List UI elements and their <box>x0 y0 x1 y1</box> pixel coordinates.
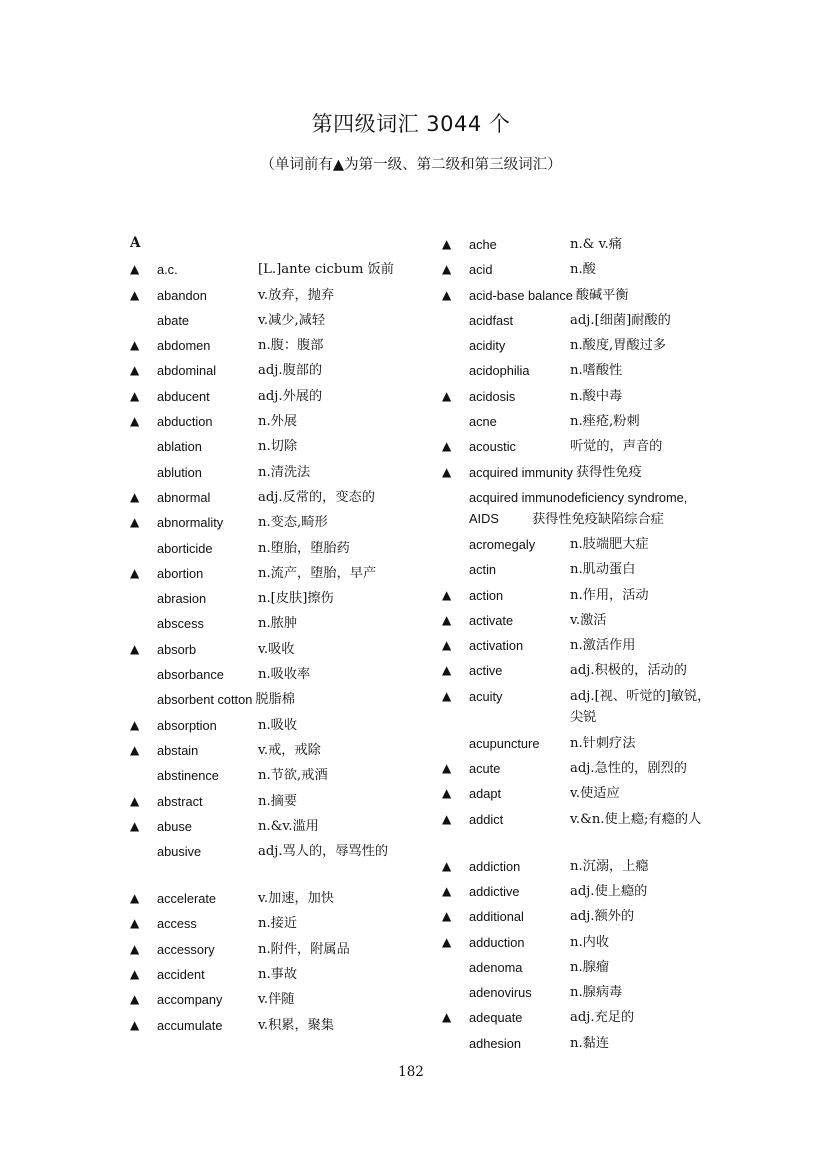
vocab-definition: n.肌动蛋白 <box>570 562 636 578</box>
vocab-definition: n.腹：腹部 <box>258 338 324 354</box>
vocab-entry <box>442 686 722 733</box>
vocab-entry <box>442 310 722 335</box>
vocab-definition: v.吸收 <box>258 641 295 657</box>
vocab-entry <box>442 982 722 1007</box>
vocab-word: activation <box>469 638 524 654</box>
vocab-word: adenoma <box>469 959 523 975</box>
vocab-definition: 酸碱平衡 <box>575 287 629 303</box>
vocab-definition: adj.[细菌]耐酸的 <box>570 312 671 328</box>
vocab-definition: n.酸度,胃酸过多 <box>570 338 667 354</box>
vocab-word: action <box>469 587 504 603</box>
vocab-word: abscess <box>157 616 204 632</box>
vocab-entry <box>130 538 410 563</box>
level-marker-icon: ▲ <box>442 858 452 873</box>
vocab-definition: n.附件，附属品 <box>258 941 350 957</box>
vocab-word: activate <box>469 612 514 628</box>
vocab-definition: adj.积极的，活动的 <box>570 663 687 679</box>
vocab-entry <box>130 335 410 360</box>
level-marker-icon: ▲ <box>442 262 452 277</box>
vocab-definition: n.针刺疗法 <box>570 735 636 751</box>
vocab-definition: n.吸收 <box>258 717 298 733</box>
level-marker-icon: ▲ <box>442 464 452 479</box>
vocab-word: accelerate <box>157 891 217 907</box>
level-marker-icon: ▲ <box>130 717 140 732</box>
level-marker-icon: ▲ <box>130 641 140 656</box>
vocab-entry <box>130 888 410 913</box>
vocab-entry <box>442 436 722 461</box>
vocab-word: acute <box>469 761 501 777</box>
level-marker-icon: ▲ <box>130 287 140 302</box>
vocab-word: ablation <box>157 439 202 455</box>
vocab-definition: n.&v.滥用 <box>258 818 319 834</box>
vocab-definition: adj.骂人的，辱骂性的 <box>258 844 389 860</box>
vocab-word: adduction <box>469 934 525 950</box>
vocab-definition: n.作用，活动 <box>570 587 649 603</box>
vocab-word: abate <box>157 312 190 328</box>
vocab-definition: n.& v.痛 <box>570 237 622 252</box>
vocab-entry <box>442 234 722 259</box>
vocab-entry <box>442 758 722 783</box>
vocab-entry <box>130 841 410 888</box>
vocab-entry <box>442 881 722 906</box>
vocab-entry <box>130 989 410 1014</box>
level-marker-icon: ▲ <box>130 338 140 353</box>
level-marker-icon: ▲ <box>130 565 140 580</box>
vocab-word: addict <box>469 811 504 827</box>
vocab-definition: v.伴随 <box>258 992 295 1008</box>
vocab-word: abducent <box>157 388 210 404</box>
vocab-entry <box>442 360 722 385</box>
vocab-definition: 脱脂棉 <box>255 692 295 708</box>
vocab-definition: n.腺病毒 <box>570 985 623 1001</box>
vocab-word: acne <box>469 414 497 430</box>
vocab-definition: v.使适应 <box>570 786 620 802</box>
vocab-definition-line <box>469 508 722 531</box>
level-marker-icon: ▲ <box>130 489 140 504</box>
vocab-entry <box>442 635 722 660</box>
vocab-definition: n.流产，堕胎，早产 <box>258 565 377 581</box>
vocab-word: abuse <box>157 818 192 834</box>
vocab-definition: n.嗜酸性 <box>570 363 623 379</box>
vocab-definition: n.摘要 <box>258 793 298 809</box>
vocab-entry <box>442 259 722 284</box>
vocab-definition: adj.充足的 <box>570 1010 635 1026</box>
vocab-definition: n.黏连 <box>570 1035 610 1051</box>
level-marker-icon: ▲ <box>442 1010 452 1025</box>
vocab-definition: 听觉的，声音的 <box>570 439 663 455</box>
level-marker-icon: ▲ <box>130 388 140 403</box>
vocab-definition: n.变态,畸形 <box>258 515 328 531</box>
vocab-definition: n.吸收率 <box>258 667 311 683</box>
level-marker-icon: ▲ <box>442 883 452 898</box>
vocab-word: accumulate <box>157 1017 223 1033</box>
vocab-definition: adj.腹部的 <box>258 363 323 379</box>
vocab-definition: n.腺瘤 <box>570 959 610 975</box>
vocab-word: ablution <box>157 464 202 480</box>
level-marker-icon: ▲ <box>130 941 140 956</box>
vocab-entry <box>130 689 410 714</box>
vocab-entry <box>130 386 410 411</box>
vocab-entry <box>130 1015 410 1040</box>
level-marker-icon: ▲ <box>442 761 452 776</box>
vocab-word: a.c. <box>157 262 178 278</box>
vocab-definition: v.&n.使上瘾;有瘾的人 <box>570 811 702 827</box>
vocab-entry <box>442 1033 722 1058</box>
level-marker-icon: ▲ <box>130 1017 140 1032</box>
vocab-word: adhesion <box>469 1035 521 1051</box>
vocab-definition: adj.反常的，变态的 <box>258 489 375 505</box>
vocab-word: actin <box>469 562 497 578</box>
vocab-word: addiction <box>469 858 521 874</box>
vocab-word: acuity <box>469 688 503 704</box>
vocab-definition: n.痤疮,粉刺 <box>570 414 640 430</box>
vocab-word: abduction <box>157 414 213 430</box>
vocab-word: aborticide <box>157 540 213 556</box>
level-marker-icon: ▲ <box>442 587 452 602</box>
level-marker-icon: ▲ <box>442 439 452 454</box>
vocab-word: abstain <box>157 742 199 758</box>
vocab-entry <box>130 563 410 588</box>
vocab-definition: adj.急性的，剧烈的 <box>570 761 687 777</box>
level-marker-icon: ▲ <box>130 818 140 833</box>
vocab-word: active <box>469 663 503 679</box>
vocab-entry <box>130 259 410 284</box>
vocab-entry <box>130 411 410 436</box>
vocab-entry <box>130 487 410 512</box>
vocab-word: acidophilia <box>469 363 530 379</box>
vocab-entry <box>442 487 722 534</box>
vocab-word: acidity <box>469 338 506 354</box>
level-marker-icon: ▲ <box>442 934 452 949</box>
vocab-entry <box>130 436 410 461</box>
vocab-definition: adj.[视、听觉的]敏锐，尖锐 <box>570 688 711 726</box>
level-marker-icon: ▲ <box>130 992 140 1007</box>
page-number: 182 <box>398 1064 424 1080</box>
vocab-entry <box>130 462 410 487</box>
vocab-word: additional <box>469 909 524 925</box>
vocab-word: abandon <box>157 287 207 303</box>
vocab-word: absorb <box>157 641 197 657</box>
vocab-entry <box>442 335 722 360</box>
vocab-word: accompany <box>157 992 223 1008</box>
level-marker-icon: ▲ <box>442 663 452 678</box>
vocab-entry <box>442 906 722 931</box>
vocab-definition: v.减少,减轻 <box>258 312 326 328</box>
vocab-word: accessory <box>157 941 215 957</box>
vocab-word: adenovirus <box>469 985 532 1001</box>
vocab-entry <box>130 740 410 765</box>
vocab-word: acquired immunodeficiency syndrome, <box>469 489 688 505</box>
vocab-entry <box>130 715 410 740</box>
vocab-word: addictive <box>469 883 520 899</box>
vocab-definition: n.激活作用 <box>570 638 636 654</box>
vocab-word: acupuncture <box>469 735 540 751</box>
vocab-word: absorbance <box>157 667 224 683</box>
vocab-entry <box>442 932 722 957</box>
vocab-word: ache <box>469 237 497 252</box>
vocab-entry <box>442 856 722 881</box>
section-letter: A <box>130 235 141 251</box>
left-column <box>130 234 410 1040</box>
vocab-definition: [L.]ante cicbum 饭前 <box>258 262 394 278</box>
vocab-entry <box>130 964 410 989</box>
level-marker-icon: ▲ <box>442 237 452 251</box>
level-marker-icon: ▲ <box>130 793 140 808</box>
vocab-definition: adj.使上瘾的 <box>570 883 648 899</box>
vocab-word: acromegaly <box>469 536 536 552</box>
vocab-word: abdominal <box>157 363 217 379</box>
level-marker-icon: ▲ <box>442 811 452 826</box>
vocab-definition: n.酸中毒 <box>570 388 623 404</box>
vocab-word: acidosis <box>469 388 516 404</box>
vocab-word: acid <box>469 262 493 278</box>
vocab-word: abnormality <box>157 515 224 531</box>
vocab-entry <box>130 939 410 964</box>
vocab-entry <box>130 791 410 816</box>
vocab-abbreviation: AIDS <box>469 511 499 527</box>
vocab-definition: v.戒，戒除 <box>258 742 321 758</box>
vocab-definition: n.外展 <box>258 414 298 430</box>
vocab-word: accident <box>157 967 205 983</box>
vocab-entry <box>130 664 410 689</box>
vocab-word: abdomen <box>157 338 211 354</box>
level-marker-icon: ▲ <box>442 688 452 703</box>
vocab-word: abstinence <box>157 768 219 784</box>
vocab-entry <box>442 462 722 487</box>
vocab-word: abrasion <box>157 591 207 607</box>
vocab-entry <box>130 913 410 938</box>
vocab-definition: n.酸 <box>570 262 596 278</box>
vocab-entry <box>442 386 722 411</box>
vocab-entry <box>442 957 722 982</box>
level-marker-icon: ▲ <box>442 786 452 801</box>
vocab-definition: v.激活 <box>570 612 607 628</box>
vocab-definition: v.放弃，抛弃 <box>258 287 335 303</box>
vocab-word: adequate <box>469 1010 523 1026</box>
vocab-definition: n.接近 <box>258 916 298 932</box>
vocab-definition: adj.额外的 <box>570 909 635 925</box>
vocab-definition: n.堕胎，堕胎药 <box>258 540 350 556</box>
vocab-word: access <box>157 916 197 932</box>
level-marker-icon: ▲ <box>442 909 452 924</box>
vocab-word: abusive <box>157 844 202 860</box>
vocab-definition: 获得性免疫 <box>575 464 642 480</box>
vocab-definition: n.清洗法 <box>258 464 311 480</box>
vocab-entry <box>130 588 410 613</box>
vocab-entry <box>442 660 722 685</box>
level-marker-icon: ▲ <box>130 515 140 530</box>
vocab-entry <box>442 733 722 758</box>
vocab-entry <box>130 613 410 638</box>
vocab-entry <box>130 816 410 841</box>
vocab-definition: adj.外展的 <box>258 388 323 404</box>
page-title: 第四级词汇 3044 个 <box>311 112 511 136</box>
vocab-entry <box>130 285 410 310</box>
page-subtitle: （单词前有▲为第一级、第二级和第三级词汇） <box>260 157 562 173</box>
vocab-word: acoustic <box>469 439 516 455</box>
level-marker-icon: ▲ <box>130 414 140 429</box>
vocab-definition: v.积累，聚集 <box>258 1017 335 1033</box>
vocab-definition: n.沉溺，上瘾 <box>570 858 649 874</box>
vocab-definition: n.[皮肤]擦伤 <box>258 591 334 607</box>
vocab-entry <box>442 285 722 310</box>
level-marker-icon: ▲ <box>130 967 140 982</box>
vocab-entry <box>442 411 722 436</box>
vocab-definition: n.切除 <box>258 439 298 455</box>
vocab-entry <box>442 1007 722 1032</box>
vocab-definition: n.节欲,戒酒 <box>258 768 328 784</box>
vocab-entry <box>442 585 722 610</box>
vocab-entry <box>442 610 722 635</box>
vocab-word: adapt <box>469 786 502 802</box>
vocab-word: absorption <box>157 717 217 733</box>
level-marker-icon: ▲ <box>442 388 452 403</box>
vocab-entry <box>442 534 722 559</box>
level-marker-icon: ▲ <box>442 638 452 653</box>
vocab-definition: n.脓肿 <box>258 616 298 632</box>
right-column <box>442 234 722 1058</box>
level-marker-icon: ▲ <box>442 287 452 302</box>
vocab-definition: n.肢端肥大症 <box>570 536 649 552</box>
vocab-word: acidfast <box>469 312 514 328</box>
level-marker-icon: ▲ <box>130 742 140 757</box>
vocab-definition: v.加速，加快 <box>258 891 335 907</box>
level-marker-icon: ▲ <box>130 262 140 277</box>
vocab-definition: n.内收 <box>570 934 610 950</box>
level-marker-icon: ▲ <box>130 916 140 931</box>
vocab-definition: n.事故 <box>258 967 298 983</box>
vocab-word: acquired immunity <box>469 464 573 480</box>
vocab-entry <box>442 559 722 584</box>
level-marker-icon: ▲ <box>130 891 140 906</box>
vocab-entry <box>130 360 410 385</box>
vocab-entry <box>130 512 410 537</box>
vocab-word: abnormal <box>157 489 211 505</box>
vocab-word: abstract <box>157 793 203 809</box>
vocab-word: acid-base balance <box>469 287 573 303</box>
vocab-entry <box>130 639 410 664</box>
vocab-entry <box>130 310 410 335</box>
vocab-entry <box>442 809 722 856</box>
vocab-word: absorbent cotton <box>157 692 253 708</box>
level-marker-icon: ▲ <box>130 363 140 378</box>
vocab-entry <box>130 765 410 790</box>
vocab-entry <box>442 783 722 808</box>
vocab-word: abortion <box>157 565 204 581</box>
vocab-definition: 获得性免疫缺陷综合症 <box>532 512 664 528</box>
level-marker-icon: ▲ <box>442 612 452 627</box>
